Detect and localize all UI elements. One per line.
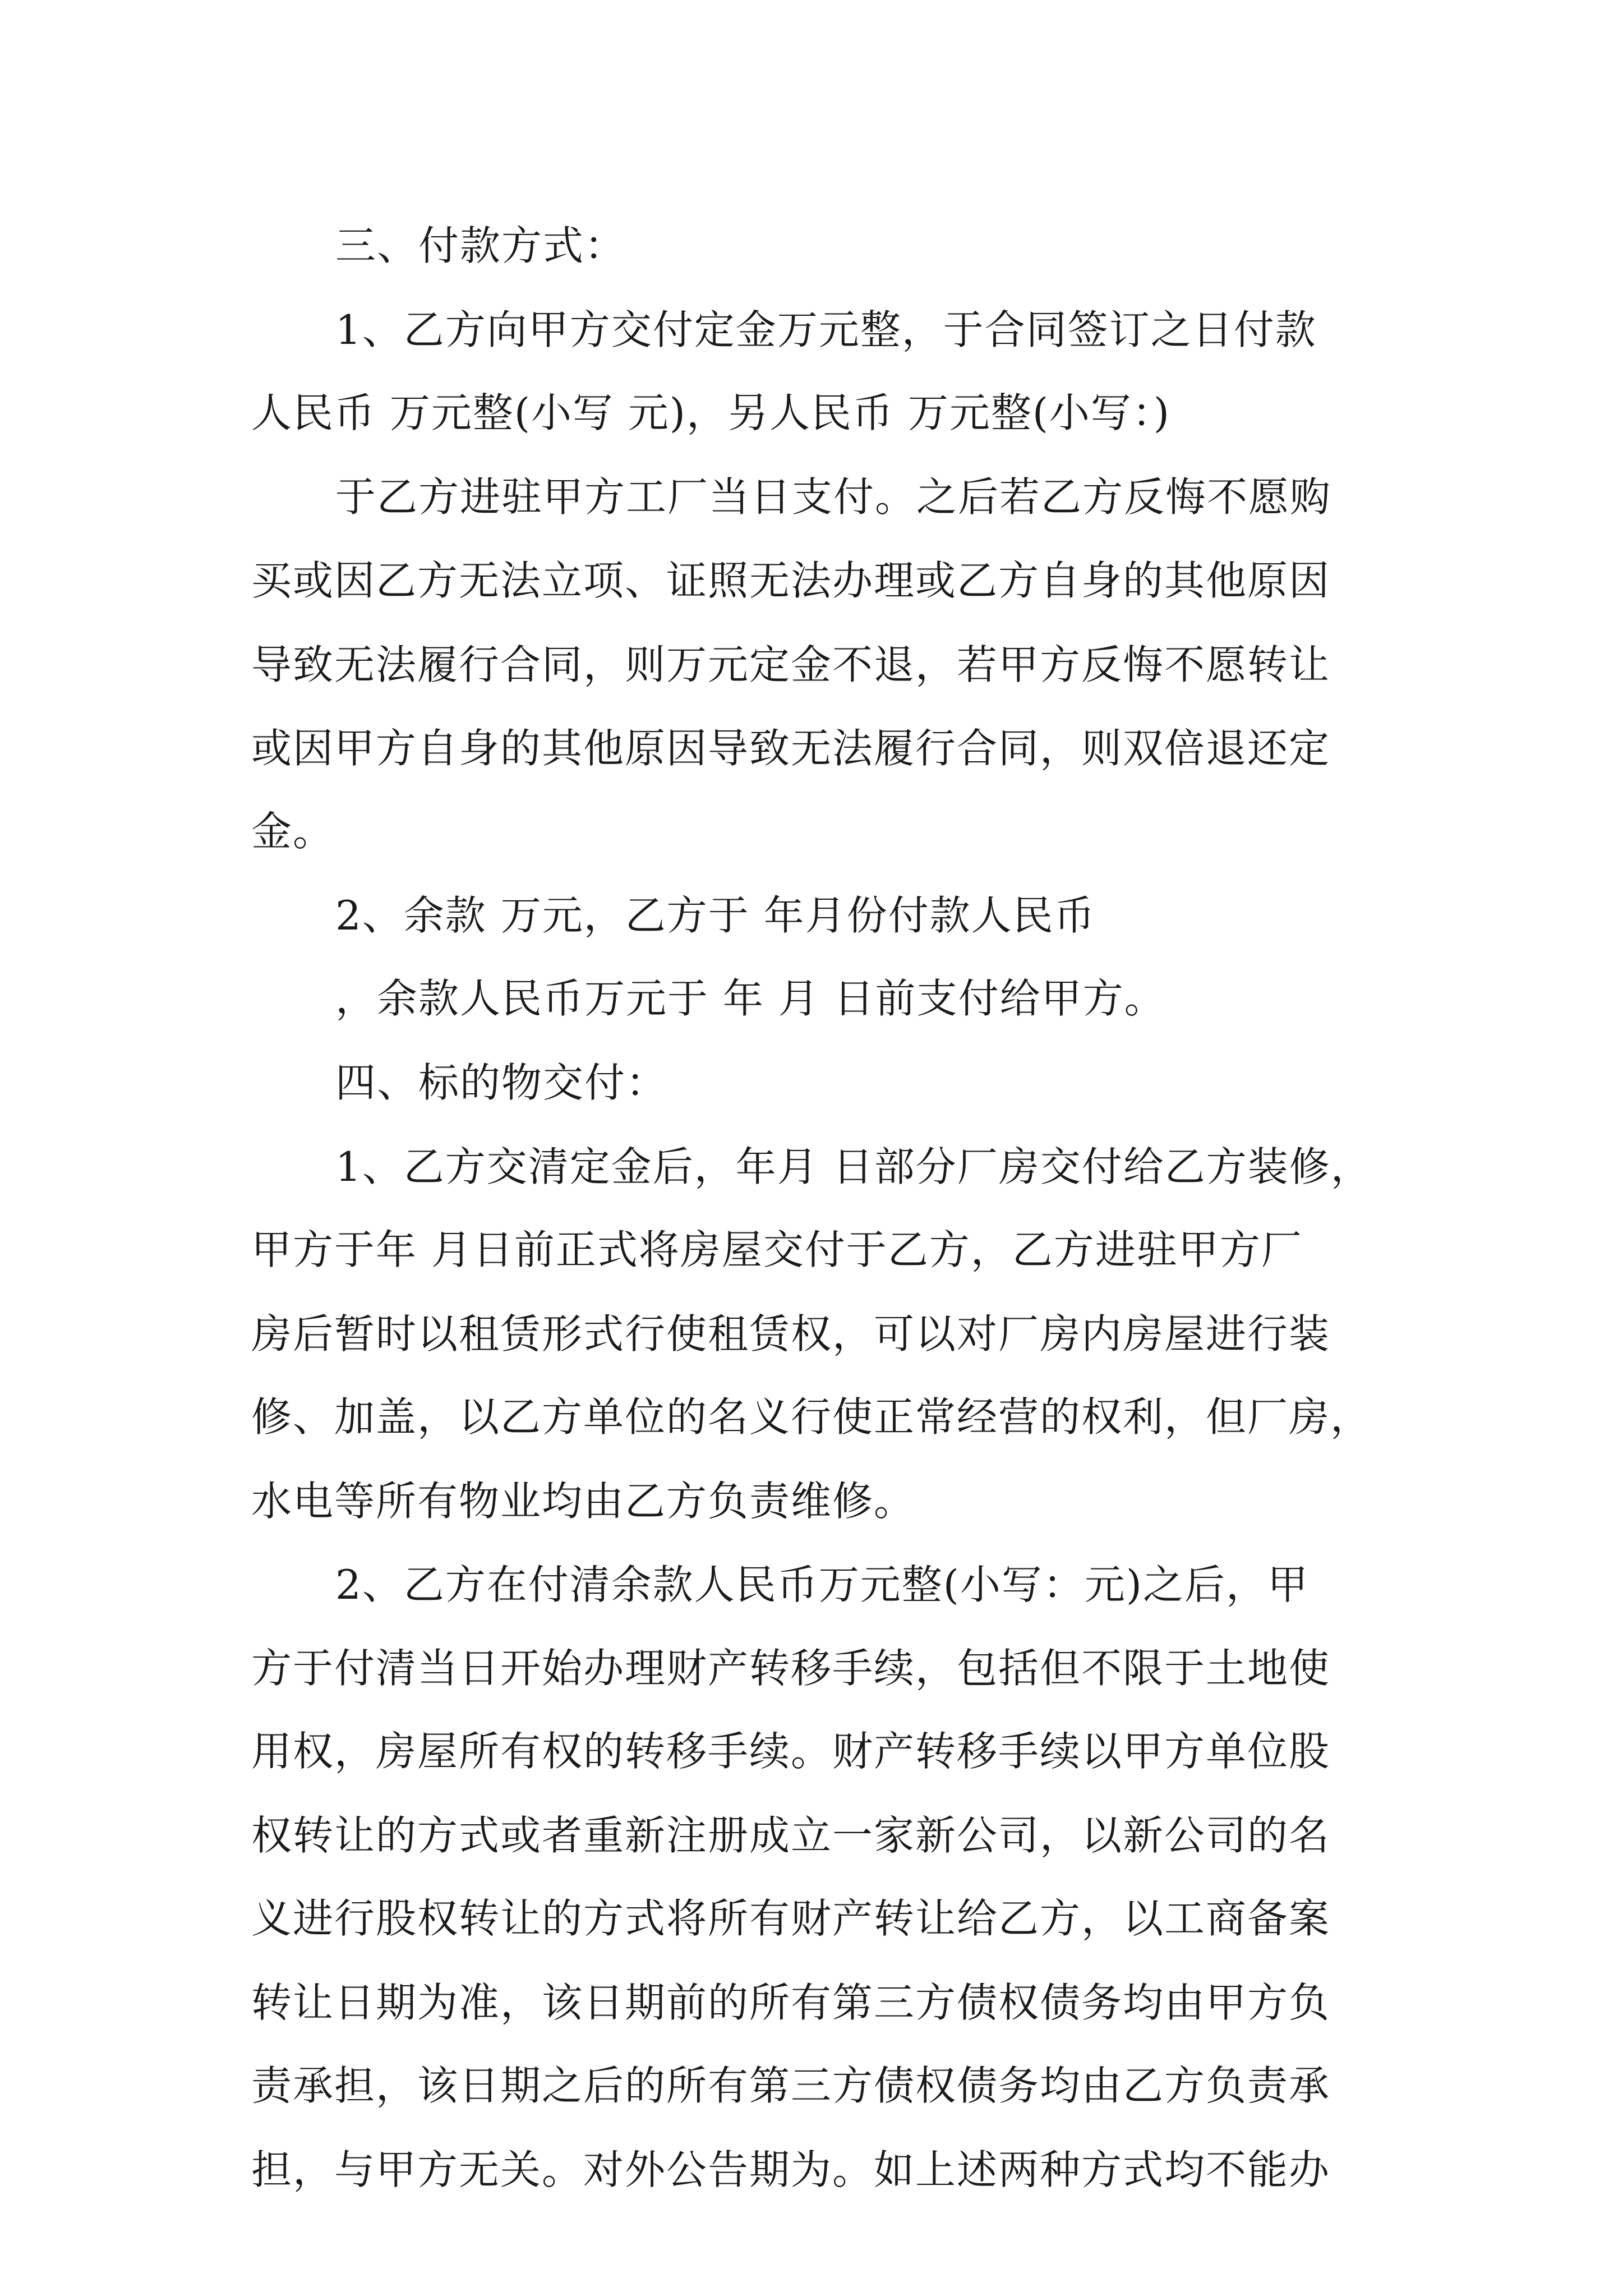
paragraph-line: 2、余款 万元，乙方于 年月份付款人民币 <box>335 892 1096 939</box>
paragraph-line: 水电等所有物业均由乙方负责维修。 <box>251 1478 916 1525</box>
paragraph-line: 房后暂时以租赁形式行使租赁权，可以对厂房内房屋进行装 <box>251 1310 1331 1358</box>
paragraph-line: 权转让的方式或者重新注册成立一家新公司，以新公司的名 <box>251 1812 1331 1859</box>
paragraph-line: 转让日期为准，该日期前的所有第三方债权债务均由甲方负 <box>251 1979 1331 2026</box>
paragraph-line: 方于付清当日开始办理财产转移手续，包括但不限于土地使 <box>251 1645 1331 1692</box>
paragraph-line: 导致无法履行合同，则万元定金不退，若甲方反悔不愿转让 <box>251 641 1331 688</box>
paragraph-line: 于乙方进驻甲方工厂当日支付。之后若乙方反悔不愿购 <box>335 473 1332 521</box>
paragraph-line: 买或因乙方无法立项、证照无法办理或乙方自身的其他原因 <box>251 557 1331 604</box>
section-heading-delivery: 四、标的物交付： <box>335 1059 668 1106</box>
paragraph-line: 责承担，该日期之后的所有第三方债权债务均由乙方负责承 <box>251 2062 1331 2109</box>
section-heading-payment: 三、付款方式： <box>335 222 626 269</box>
paragraph-line: 担，与甲方无关。对外公告期为。如上述两种方式均不能办 <box>251 2146 1331 2193</box>
paragraph-line: ，余款人民币万元于 年 月 日前支付给甲方。 <box>335 975 1166 1022</box>
paragraph-line: 修、加盖，以乙方单位的名义行使正常经营的权利，但厂房， <box>251 1393 1372 1441</box>
paragraph-line: 甲方于年 月日前正式将房屋交付于乙方，乙方进驻甲方厂 <box>251 1226 1303 1273</box>
paragraph-line: 1、乙方向甲方交付定金万元整，于合同签订之日付款 <box>335 306 1317 353</box>
paragraph-line: 1、乙方交清定金后，年月 日部分厂房交付给乙方装修， <box>335 1143 1372 1190</box>
paragraph-line: 或因甲方自身的其他原因导致无法履行合同，则双倍退还定 <box>251 725 1331 772</box>
paragraph-line: 2、乙方在付清余款人民币万元整(小写：元)之后，甲 <box>335 1561 1309 1608</box>
paragraph-line: 人民币 万元整(小写 元)，另人民币 万元整(小写：) <box>251 389 1171 436</box>
paragraph-line: 用权，房屋所有权的转移手续。财产转移手续以甲方单位股 <box>251 1728 1331 1775</box>
paragraph-line: 金。 <box>251 808 335 855</box>
paragraph-line: 义进行股权转让的方式将所有财产转让给乙方，以工商备案 <box>251 1895 1331 1942</box>
